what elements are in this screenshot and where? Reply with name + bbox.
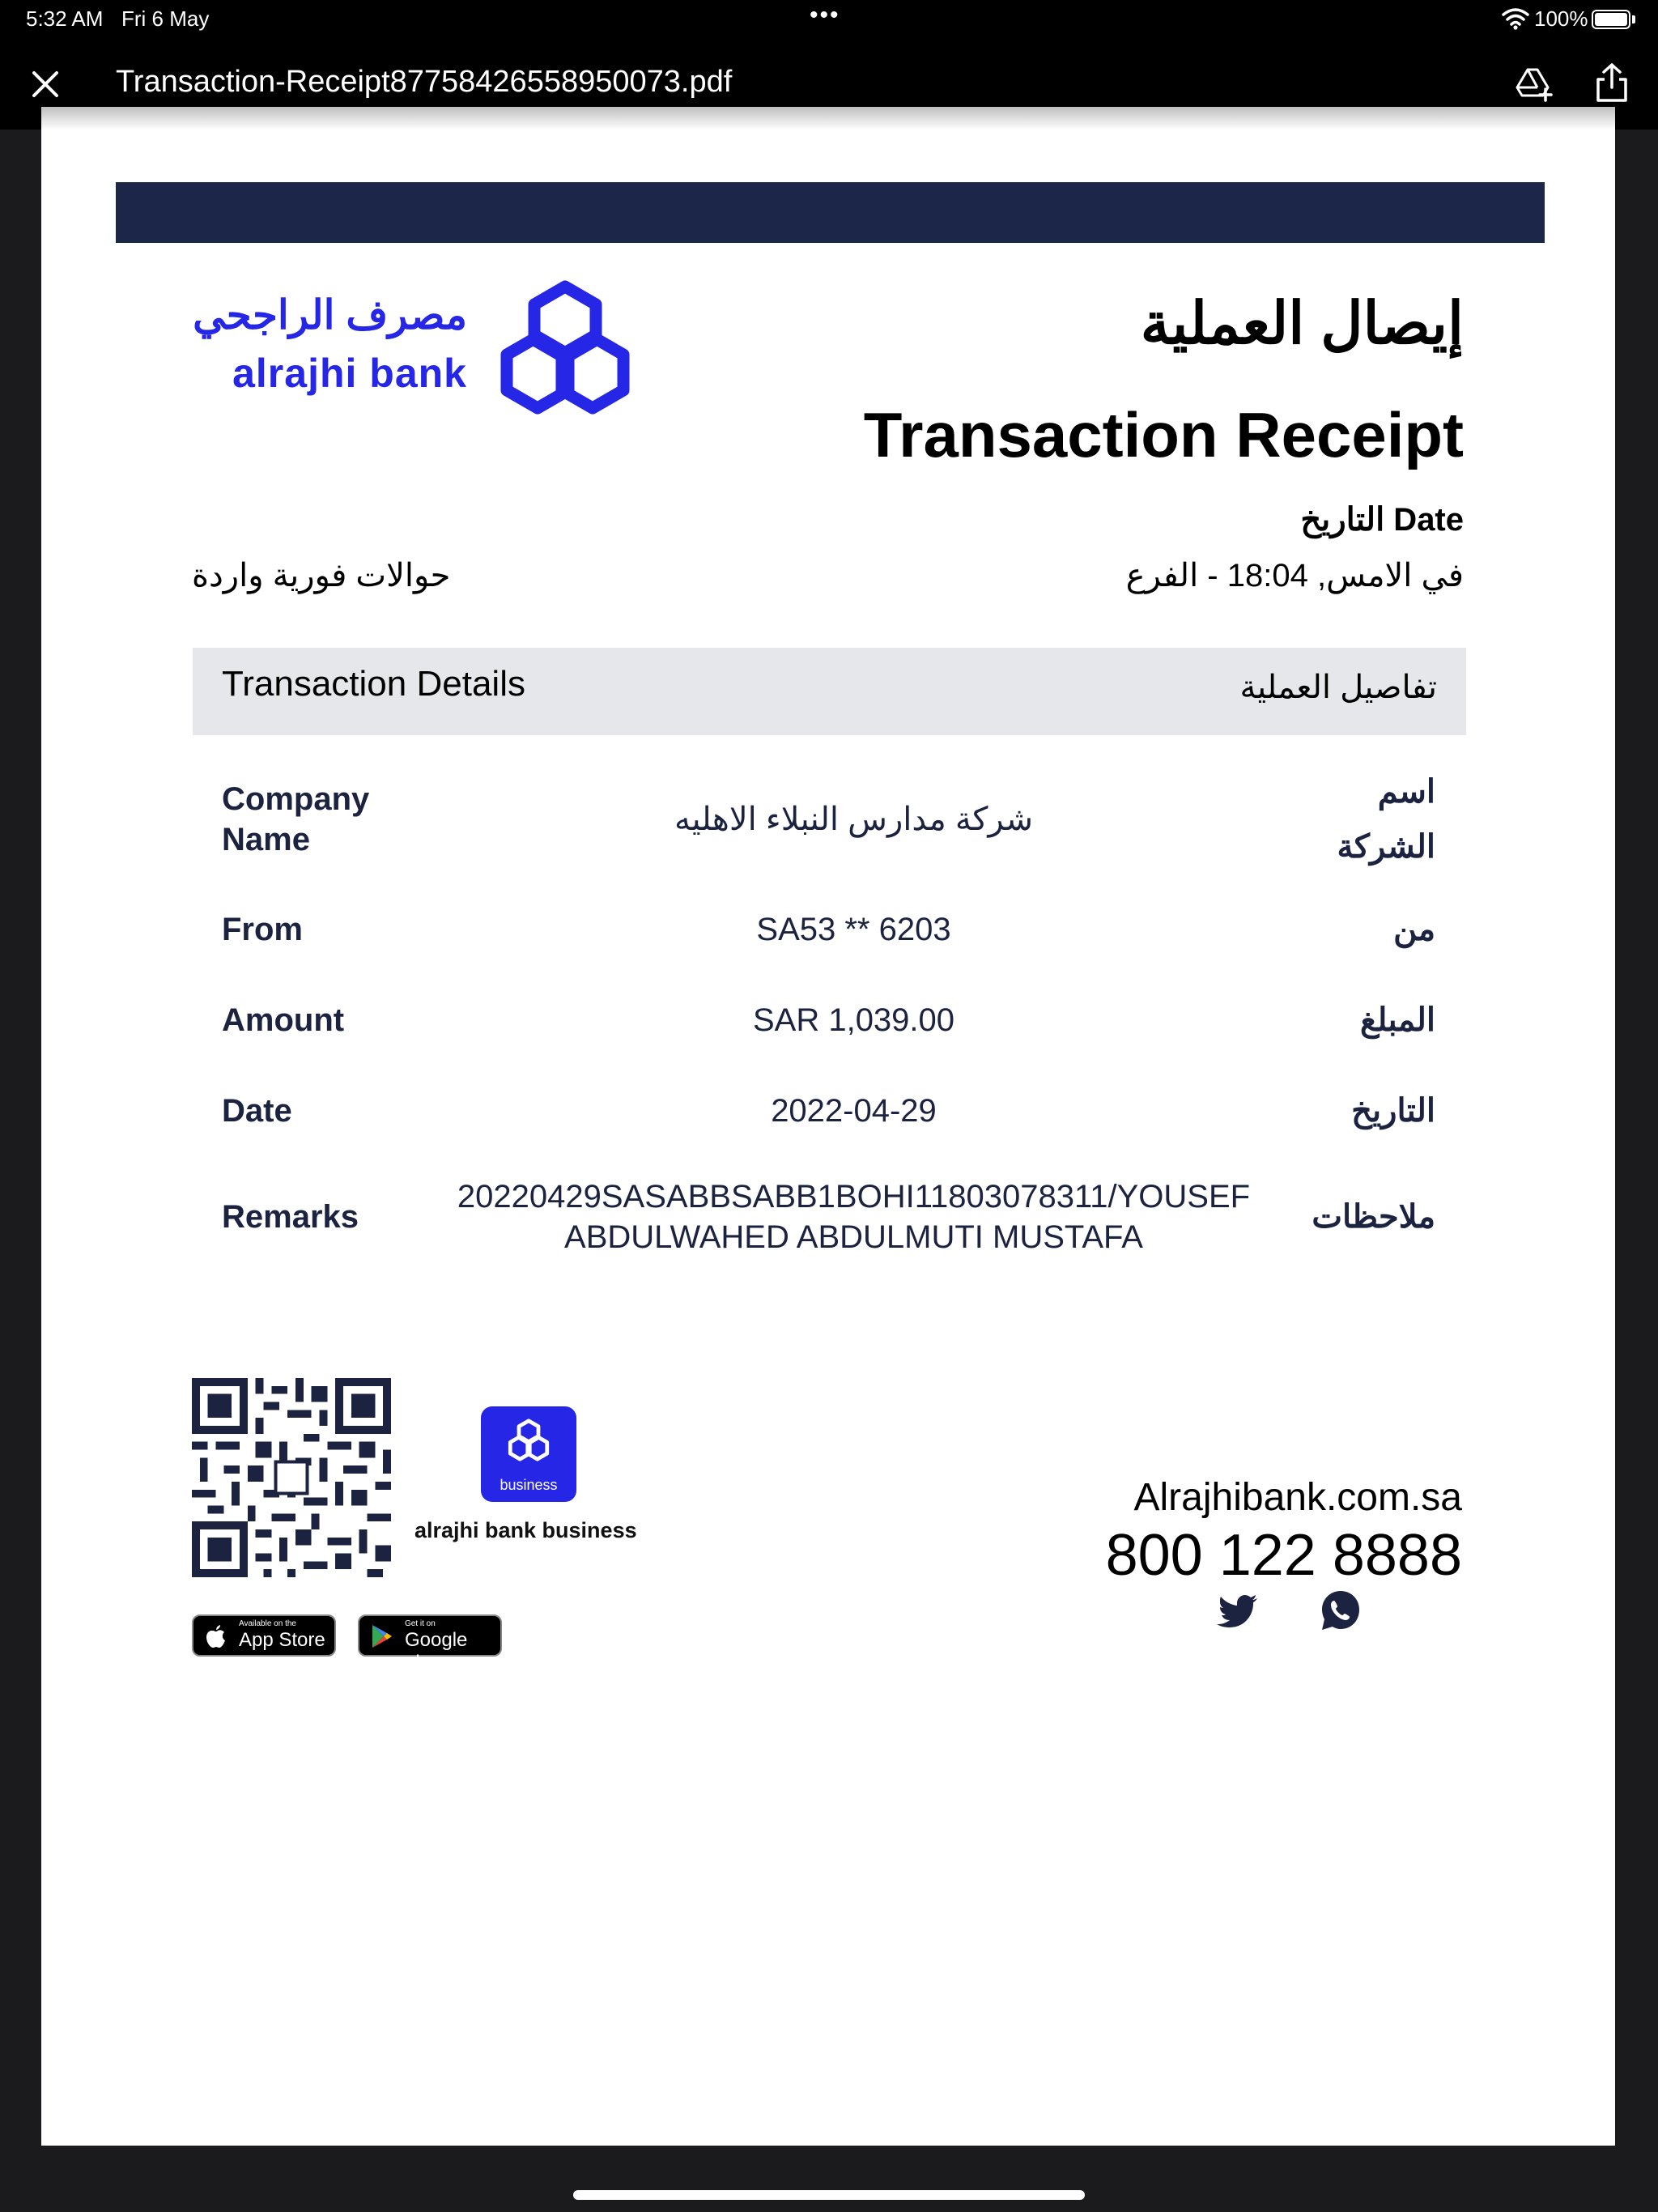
page-top-shadow bbox=[41, 107, 1615, 130]
twitter-icon[interactable] bbox=[1215, 1589, 1261, 1634]
status-time: 5:32 AM bbox=[26, 6, 104, 31]
pdf-page[interactable] bbox=[41, 107, 1615, 2146]
file-name: Transaction-Receipt87758426558950073.pdf bbox=[116, 65, 733, 99]
label-ar: من bbox=[1393, 912, 1435, 947]
transfer-type: حوالات فورية واردة bbox=[192, 558, 451, 593]
add-to-drive-icon[interactable] bbox=[1516, 65, 1553, 102]
qr-code bbox=[192, 1378, 391, 1577]
business-app-name: alrajhi bank business bbox=[414, 1518, 637, 1542]
share-icon[interactable] bbox=[1593, 62, 1630, 104]
logo-text-en: alrajhi bank bbox=[232, 351, 467, 396]
business-icon-label: business bbox=[500, 1477, 558, 1493]
home-indicator[interactable] bbox=[573, 2190, 1085, 2200]
date-label: التاريخ Date bbox=[1300, 502, 1464, 538]
battery-tip bbox=[1632, 15, 1635, 23]
detail-row-date bbox=[193, 1066, 1466, 1156]
appstore-big-text: App Store bbox=[239, 1629, 325, 1651]
business-app-icon[interactable] bbox=[481, 1406, 576, 1502]
value: SAR 1,039.00 bbox=[752, 1002, 955, 1038]
title-en: Transaction Receipt bbox=[863, 399, 1464, 470]
alrajhi-mark-icon bbox=[488, 277, 642, 431]
label-en: From bbox=[222, 912, 303, 947]
value: شركة مدارس النبلاء الاهليه bbox=[674, 802, 1033, 837]
whatsapp-icon[interactable] bbox=[1319, 1589, 1363, 1632]
details-header-en: Transaction Details bbox=[222, 664, 525, 704]
label-ar: ملاحظات bbox=[1312, 1199, 1435, 1235]
business-app-promo[interactable] bbox=[414, 1406, 689, 1552]
value: 20220429SASABBSABB1BOHI11803078311/YOUSEF ABDULWAHED ABDULMUTI MUSTAFA bbox=[457, 1179, 1251, 1255]
title-ar: إيصال العملية bbox=[1140, 291, 1464, 356]
app-store-badge[interactable] bbox=[192, 1614, 336, 1657]
battery-icon bbox=[1592, 10, 1630, 29]
status-bar bbox=[0, 0, 1658, 40]
close-icon[interactable] bbox=[29, 68, 62, 100]
battery-percent: 100% bbox=[1534, 6, 1588, 31]
phone-number[interactable]: 800 122 8888 bbox=[1105, 1523, 1462, 1588]
label-en: Date bbox=[222, 1093, 292, 1129]
label-en: Remarks bbox=[222, 1199, 359, 1235]
status-date: Fri 6 May bbox=[121, 6, 210, 31]
label-ar: التاريخ bbox=[1351, 1093, 1435, 1129]
detail-row-amount bbox=[193, 975, 1466, 1066]
detail-row-remarks bbox=[193, 1156, 1466, 1278]
multitasking-dots[interactable]: ••• bbox=[810, 2, 840, 28]
label-en: Company Name bbox=[222, 781, 370, 857]
value: 2022-04-29 bbox=[771, 1093, 937, 1129]
alrajhi-mark-small-icon bbox=[504, 1418, 553, 1466]
detail-row-from bbox=[193, 884, 1466, 975]
label-ar: المبلغ bbox=[1359, 1002, 1435, 1038]
value: SA53 ** 6203 bbox=[756, 912, 951, 947]
logo-text-ar: مصرف الراجحي bbox=[193, 292, 467, 338]
label-en: Amount bbox=[222, 1002, 345, 1038]
gplay-small-text: Get it on bbox=[405, 1619, 436, 1628]
google-play-icon bbox=[368, 1623, 395, 1650]
header-band bbox=[116, 182, 1545, 243]
details-table bbox=[193, 755, 1466, 1278]
alrajhi-logo bbox=[192, 277, 645, 431]
google-play-badge[interactable] bbox=[358, 1614, 502, 1674]
wifi-icon bbox=[1502, 6, 1529, 31]
gplay-big-text: Google play bbox=[405, 1629, 468, 1674]
detail-row-company bbox=[193, 755, 1466, 884]
details-header bbox=[193, 648, 1466, 735]
website-link[interactable]: Alrajhibank.com.sa bbox=[1133, 1476, 1462, 1519]
appstore-small-text: Available on the bbox=[239, 1619, 296, 1628]
details-header-ar: تفاصيل العملية bbox=[1239, 670, 1437, 705]
apple-icon bbox=[202, 1623, 229, 1650]
label-ar: اسم الشركة bbox=[1337, 774, 1435, 865]
date-value: في الامس, 18:04 - الفرع bbox=[1125, 558, 1464, 593]
